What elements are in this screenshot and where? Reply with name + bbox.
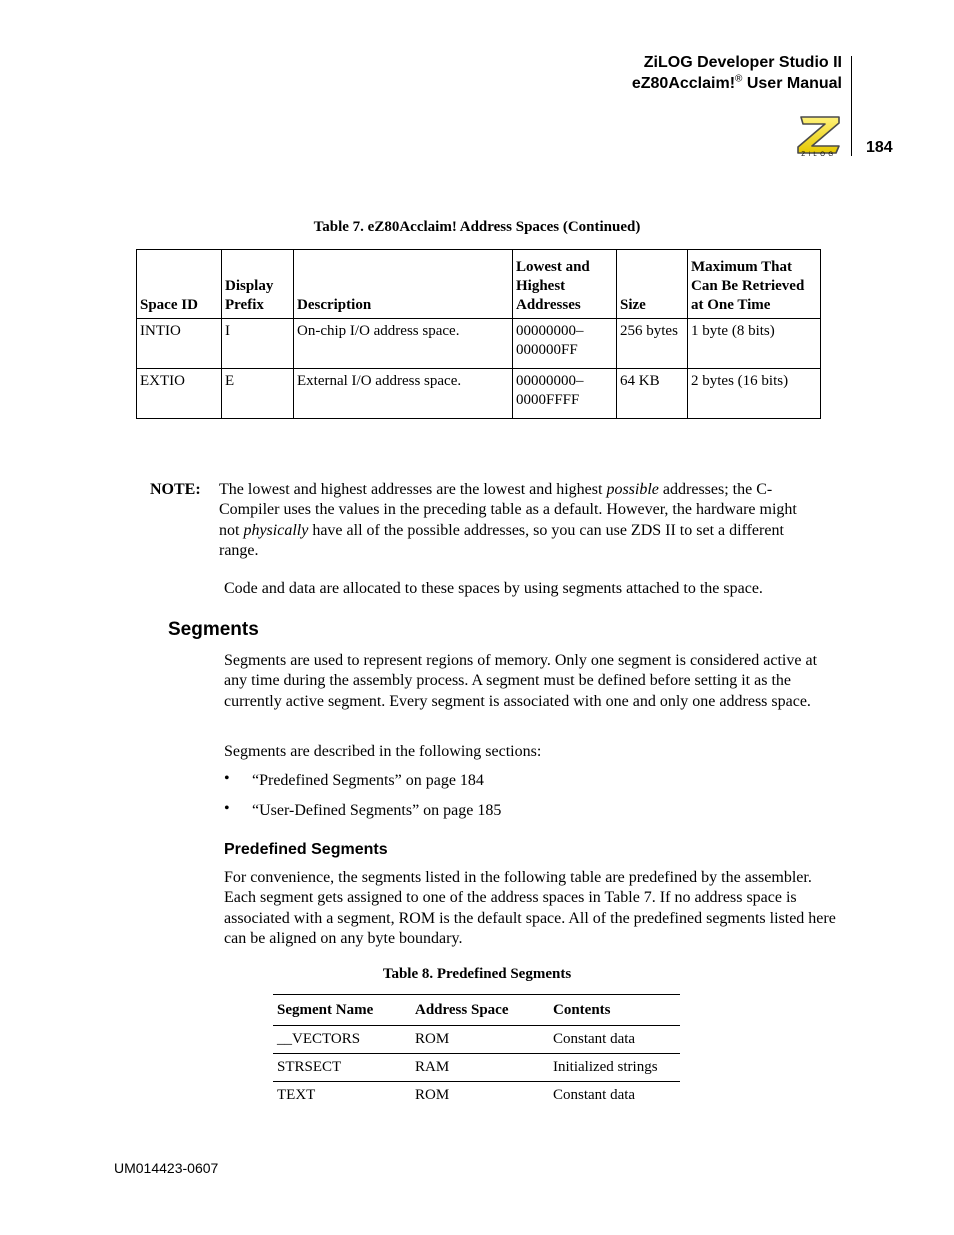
table-cell: EXTIO xyxy=(137,369,222,419)
table-cell: I xyxy=(222,319,294,369)
table-cell: 2 bytes (16 bits) xyxy=(688,369,821,419)
document-title xyxy=(632,52,842,94)
table-cell: External I/O address space. xyxy=(294,369,513,419)
table-row xyxy=(273,1026,680,1054)
header-cell: Segment Name xyxy=(273,995,411,1026)
note-label: NOTE: xyxy=(150,481,201,498)
title-line2 xyxy=(632,73,842,94)
table-cell: STRSECT xyxy=(273,1054,411,1082)
address-spaces-table xyxy=(136,249,821,419)
page-number: 184 xyxy=(866,139,893,156)
table-cell: Constant data xyxy=(553,1087,636,1103)
note-text-part: The lowest and highest addresses are the lowest and highest xyxy=(219,481,607,498)
table-header-row xyxy=(273,995,680,1026)
table-cell: 1 byte (8 bits) xyxy=(688,319,821,369)
table-cell: 00000000–0000FFFF xyxy=(513,369,617,419)
header-cell: Description xyxy=(294,250,513,319)
header-cell: Space ID xyxy=(137,250,222,319)
logo-wordmark: ZiLOG xyxy=(801,152,837,158)
header-divider xyxy=(851,56,852,156)
table-cell: 00000000–000000FF xyxy=(513,319,617,369)
table-cell: 64 KB xyxy=(617,369,688,419)
body-paragraph: Segments are described in the following sections: xyxy=(224,743,542,760)
table-row xyxy=(137,369,821,419)
note-text xyxy=(219,480,819,561)
table-row xyxy=(273,1082,680,1110)
note-text-part: have all of the possible addresses, so you can use ZDS II to set a different range. xyxy=(219,521,784,559)
table-cell: Initialized strings xyxy=(549,1054,680,1082)
cross-reference-link[interactable]: “Predefined Segments” on page 184 xyxy=(252,772,484,789)
table-row xyxy=(137,319,821,369)
header-cell: Size xyxy=(617,250,688,319)
table-cell: ROM xyxy=(415,1087,450,1103)
title-line1: ZiLOG Developer Studio II xyxy=(643,54,842,71)
table-cell: TEXT xyxy=(277,1087,316,1103)
document-number-footer: UM014423-0607 xyxy=(114,1160,219,1176)
header-cell: Contents xyxy=(549,995,680,1026)
table-cell: Constant data xyxy=(549,1026,680,1054)
bullet-icon: • xyxy=(224,800,230,817)
table-cell: E xyxy=(222,369,294,419)
note-text-part: addresses; the C-Compiler uses the values in the preceding table as a default. However, the hardware might not xyxy=(219,481,797,539)
bullet-icon: • xyxy=(224,770,230,787)
table-header-row xyxy=(137,250,821,319)
table-cell: RAM xyxy=(411,1054,549,1082)
product-name: eZ80Acclaim! xyxy=(631,75,736,92)
header-cell: Maximum That Can Be Retrieved at One Time xyxy=(688,250,821,319)
manual-label: User Manual xyxy=(742,75,842,92)
body-paragraph: For convenience, the segments listed in the following table are predefined by the assembler. Each segment gets assigned to one of the address spaces in Table 7. If no address space is associated with a segment, ROM is the default space. All of the predefined segments listed here can be aligned on any byte boundary. xyxy=(224,869,836,947)
table-cell: ROM xyxy=(411,1026,549,1054)
header-cell: Display Prefix xyxy=(222,250,294,319)
table-cell: On-chip I/O address space. xyxy=(294,319,513,369)
body-paragraph: Code and data are allocated to these spaces by using segments attached to the space. xyxy=(224,580,763,597)
header-cell: Lowest and Highest Addresses xyxy=(513,250,617,319)
predefined-segments-table xyxy=(273,994,680,1109)
body-paragraph: Segments are used to represent regions of memory. Only one segment is considered active at any time during the assembly process. A segment must be defined before setting it as the currently active segment. Every segment is associated with one and only one address space. xyxy=(224,652,818,710)
table8-caption: Table 8. Predefined Segments xyxy=(382,966,572,982)
table7-caption: Table 7. eZ80Acclaim! Address Spaces (Continued) xyxy=(313,219,641,235)
subsection-heading-predefined: Predefined Segments xyxy=(224,841,388,858)
table-cell: 256 bytes xyxy=(617,319,688,369)
note-emphasis: physically xyxy=(243,521,309,539)
table-cell: INTIO xyxy=(137,319,222,369)
section-heading-segments: Segments xyxy=(168,619,259,640)
table-row xyxy=(273,1054,680,1082)
registered-mark: ® xyxy=(735,73,743,85)
table-cell: __VECTORS xyxy=(273,1026,411,1054)
cross-reference-link[interactable]: “User-Defined Segments” on page 185 xyxy=(252,802,502,819)
note-emphasis: possible xyxy=(606,481,659,498)
header-cell: Address Space xyxy=(411,995,549,1026)
